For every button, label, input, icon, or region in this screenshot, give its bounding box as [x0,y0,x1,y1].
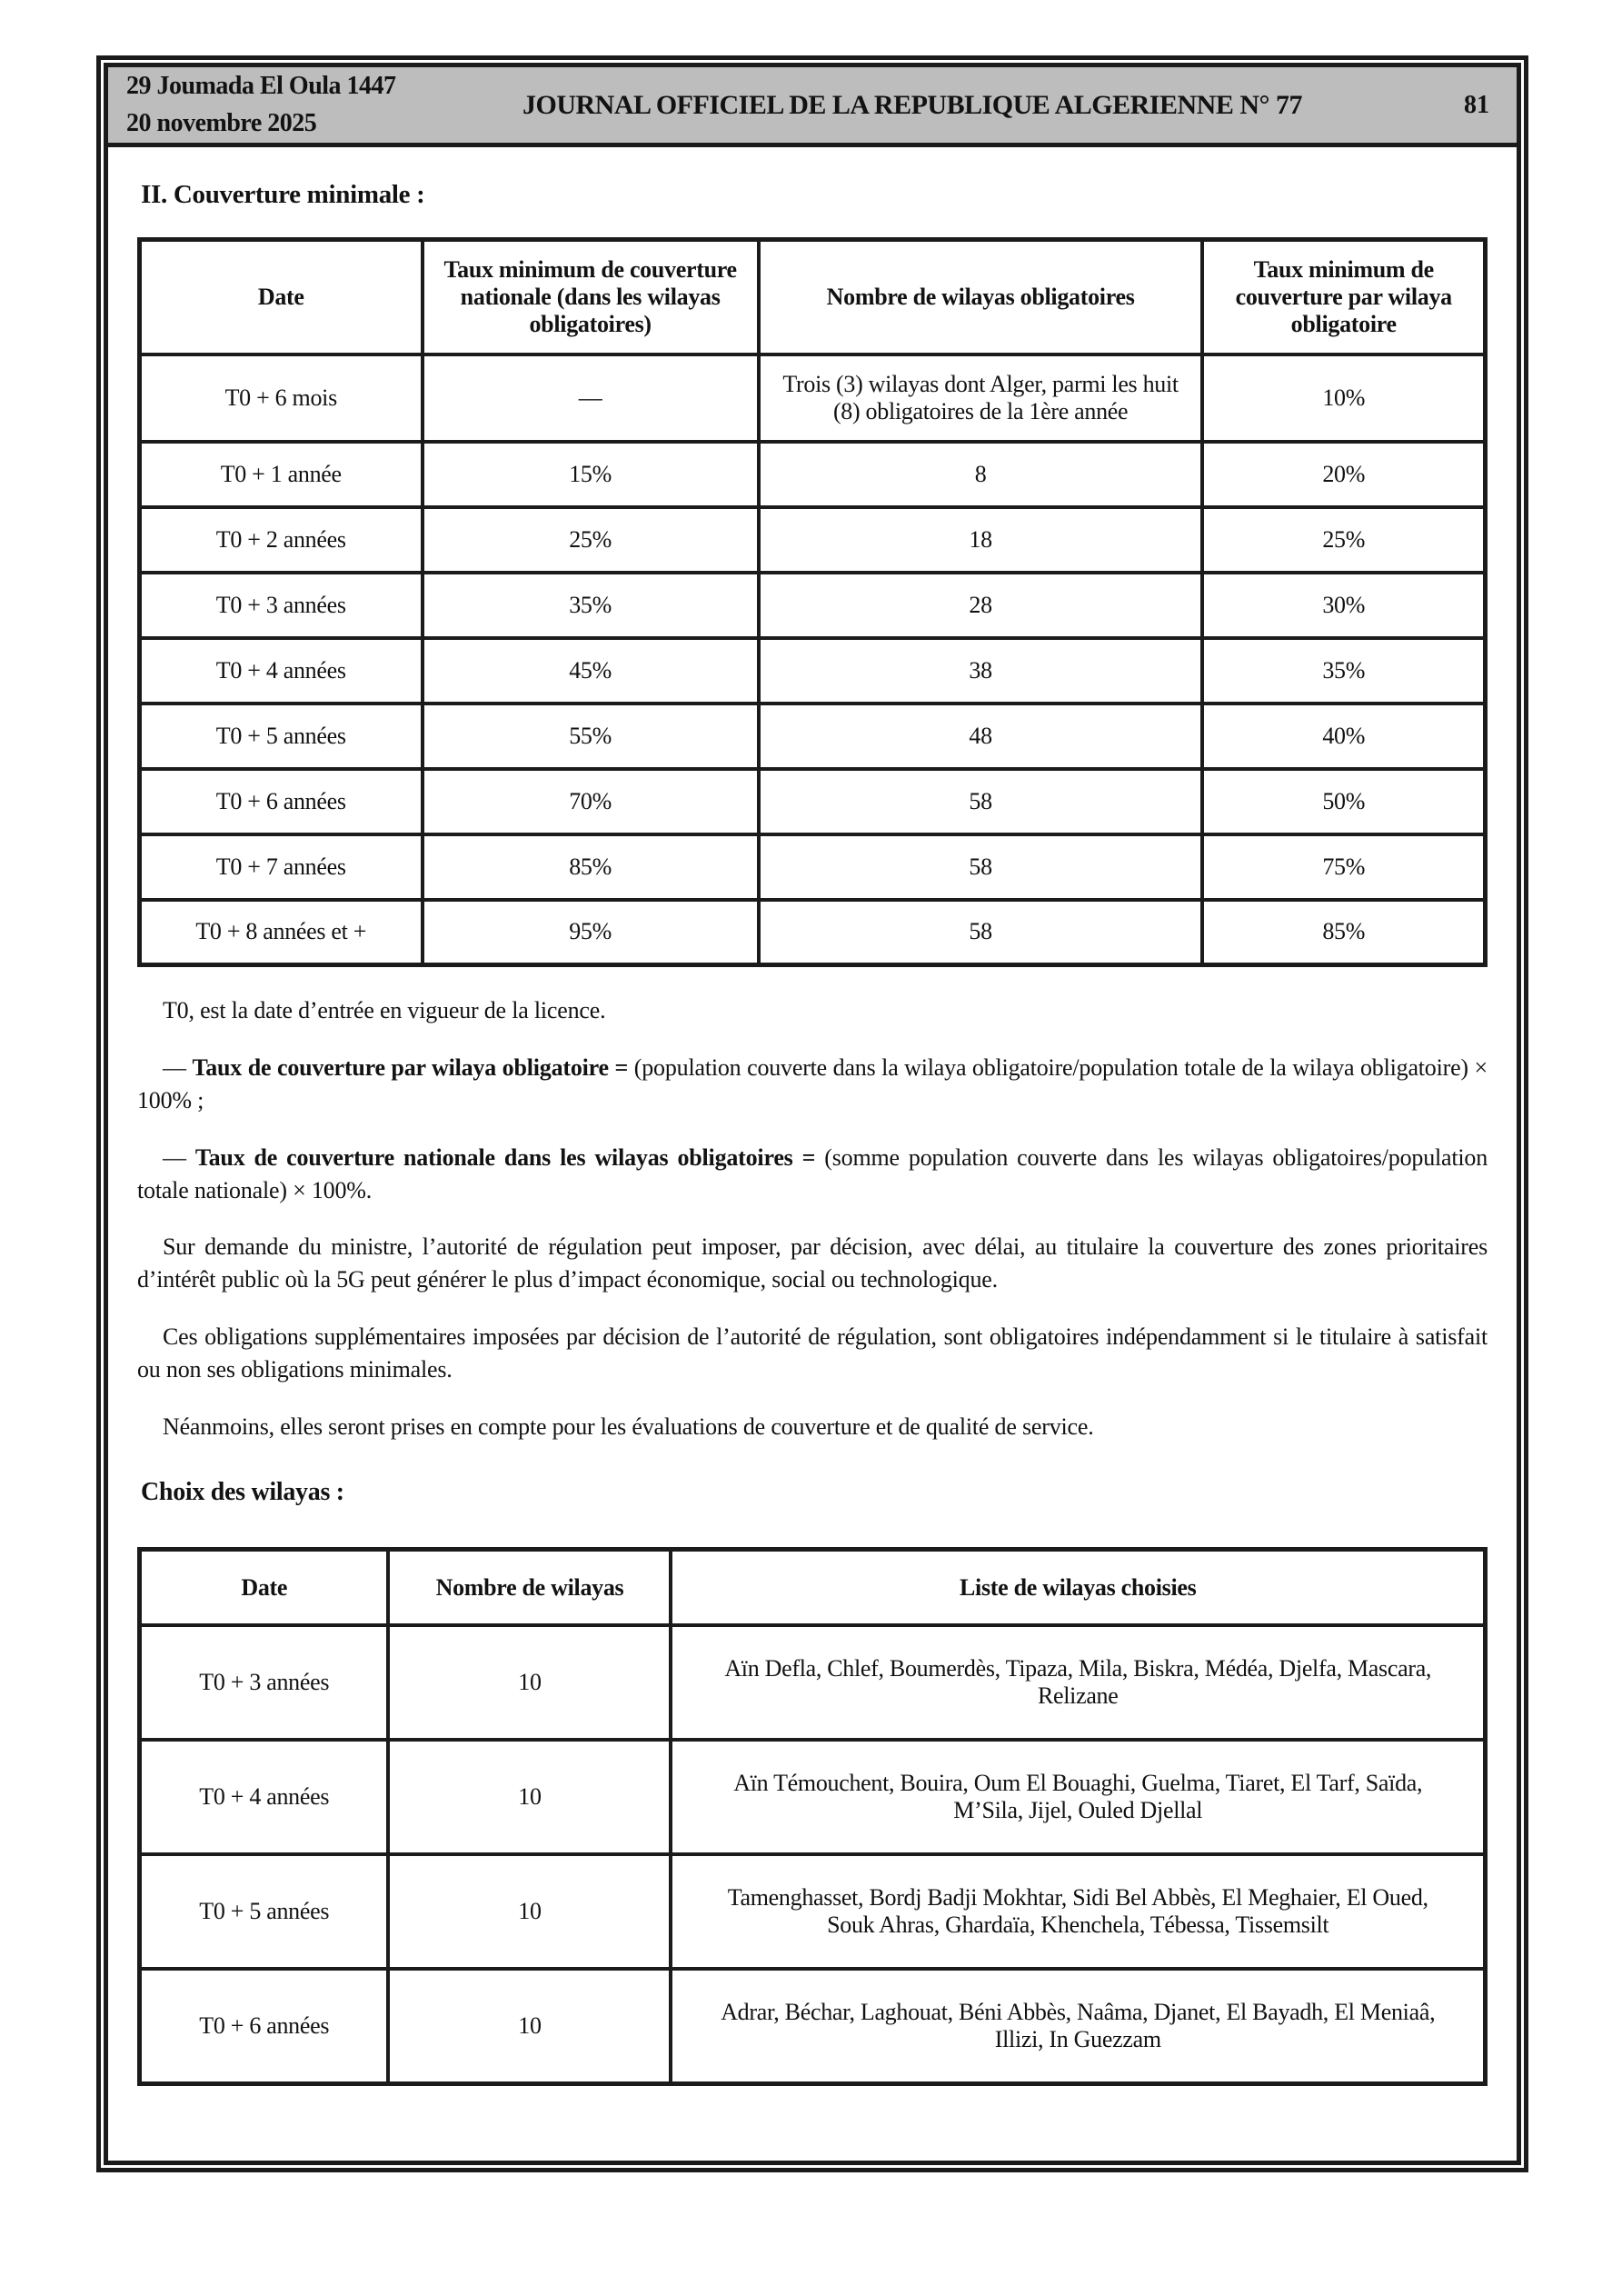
cell: Tamenghasset, Bordj Badji Mokhtar, Sidi Bel Abbès, El Meghaier, El Oued, Souk Ahras, Ghardaïa, Khenchela, Tébessa, Tissemsilt [671,1854,1485,1969]
cell: T0 + 3 années [140,1625,389,1740]
cell: 10 [388,1740,671,1854]
col-date: Date [140,1549,389,1625]
table-row [140,1625,1486,1740]
table-row [140,704,1486,769]
cell: T0 + 4 années [140,638,423,704]
cell: T0 + 5 années [140,704,423,769]
def-body: (population couverte dans la wilaya obligatoire/population totale de la wilaya obligatoire) × 100% ; [137,1053,1488,1113]
def-body: (somme population couverte dans les wilayas obligatoires/population totale nationale) × 100%. [137,1143,1488,1203]
col-list: Liste de wilayas choisies [671,1549,1485,1625]
note-minister: Sur demande du ministre, l’autorité de régulation peut imposer, par décision, avec délai, au titulaire la couverture des zones prioritaires d’intérêt public où la 5G peut générer le plus d’impact économique, social ou technologique. [137,1233,1488,1293]
cell: 28 [759,573,1203,638]
cell: Adrar, Béchar, Laghouat, Béni Abbès, Naâma, Djanet, El Bayadh, El Meniaâ, Illizi, In Guezzam [671,1969,1485,2083]
cell: 10 [388,1969,671,2083]
cell: T0 + 6 années [140,1969,389,2083]
col-count: Nombre de wilayas [388,1549,671,1625]
cell: T0 + 4 années [140,1740,389,1854]
table-row [140,1969,1486,2083]
table-row [140,1854,1486,1969]
note-def-national-rate [137,1142,1488,1207]
col-wilaya-count: Nombre de wilayas obligatoires [759,240,1203,354]
note-def-wilaya-rate [137,1052,1488,1117]
cell: 15% [423,442,759,507]
wilaya-table [137,1547,1488,2086]
cell: 75% [1202,834,1485,900]
cell: 10 [388,1625,671,1740]
cell: Aïn Témouchent, Bouira, Oum El Bouaghi, Guelma, Tiaret, El Tarf, Saïda, M’Sila, Jijel, Ouled Djellal [671,1740,1485,1854]
cell: 25% [423,507,759,573]
page-number: 81 [1464,90,1489,119]
cell: T0 + 7 années [140,834,423,900]
cell: 18 [759,507,1203,573]
cell: 25% [1202,507,1485,573]
cell: T0 + 6 années [140,769,423,834]
col-national-rate: Taux minimum de couverture nationale (dans les wilayas obligatoires) [423,240,759,354]
dash: — [163,1143,186,1171]
cell: 10 [388,1854,671,1969]
notes-section [137,994,1488,1443]
cell: T0 + 1 année [140,442,423,507]
cell: 35% [423,573,759,638]
cell: T0 + 8 années et + [140,900,423,965]
cell: 20% [1202,442,1485,507]
cell: 58 [759,834,1203,900]
cell: 48 [759,704,1203,769]
table-row [140,573,1486,638]
cell: 8 [759,442,1203,507]
table-row [140,638,1486,704]
table-row [140,834,1486,900]
cell: Aïn Defla, Chlef, Boumerdès, Tipaza, Mila, Biskra, Médéa, Djelfa, Mascara, Relizane [671,1625,1485,1740]
col-wilaya-rate: Taux minimum de couverture par wilaya obligatoire [1202,240,1485,354]
header-row [140,240,1486,354]
section-title: II. Couverture minimale : [141,180,425,209]
header-dates [108,68,408,142]
cell: 58 [759,769,1203,834]
note-evaluations: Néanmoins, elles seront prises en compte pour les évaluations de couverture et de qualité de service. [163,1413,1094,1440]
table-row [140,442,1486,507]
cell: 30% [1202,573,1485,638]
cell: T0 + 2 années [140,507,423,573]
cell: 10% [1202,354,1485,442]
page-inner [104,63,1521,2165]
table-row [140,354,1486,442]
cell: 38 [759,638,1203,704]
cell: 85% [1202,900,1485,965]
cell: — [423,354,759,442]
table-row [140,507,1486,573]
wilaya-table-header [140,1549,1486,1625]
cell: Trois (3) wilayas dont Alger, parmi les huit (8) obligatoires de la 1ère année [759,354,1203,442]
def-term: Taux de couverture nationale dans les wilayas obligatoires = [194,1143,816,1171]
table-row [140,900,1486,965]
cell: 55% [423,704,759,769]
journal-title: JOURNAL OFFICIEL DE LA REPUBLIQUE ALGERIENNE N° 77 [522,89,1302,120]
cell: T0 + 3 années [140,573,423,638]
page-frame [96,55,1528,2172]
choice-title: Choix des wilayas : [141,1477,344,1506]
cell: 40% [1202,704,1485,769]
cell: 50% [1202,769,1485,834]
cell: 35% [1202,638,1485,704]
cell: 85% [423,834,759,900]
cell: 58 [759,900,1203,965]
coverage-table [137,237,1488,967]
col-date: Date [140,240,423,354]
cell: T0 + 5 années [140,1854,389,1969]
cell: 95% [423,900,759,965]
date-gregorian: 20 novembre 2025 [126,108,317,137]
def-term: Taux de couverture par wilaya obligatoire = [192,1053,629,1081]
note-obligations: Ces obligations supplémentaires imposées par décision de l’autorité de régulation, sont obligatoires indépendamment si le titulaire à satisfait ou non ses obligations minimales. [137,1323,1488,1383]
dash: — [163,1053,186,1081]
journal-header [108,67,1517,147]
table-row [140,1740,1486,1854]
cell: T0 + 6 mois [140,354,423,442]
cell: 70% [423,769,759,834]
cell: 45% [423,638,759,704]
date-hijri: 29 Joumada El Oula 1447 [126,71,396,100]
coverage-table-header [140,240,1486,354]
table-row [140,769,1486,834]
header-row [140,1549,1486,1625]
note-t0: T0, est la date d’entrée en vigueur de la licence. [163,997,606,1023]
page-content [108,147,1517,2086]
